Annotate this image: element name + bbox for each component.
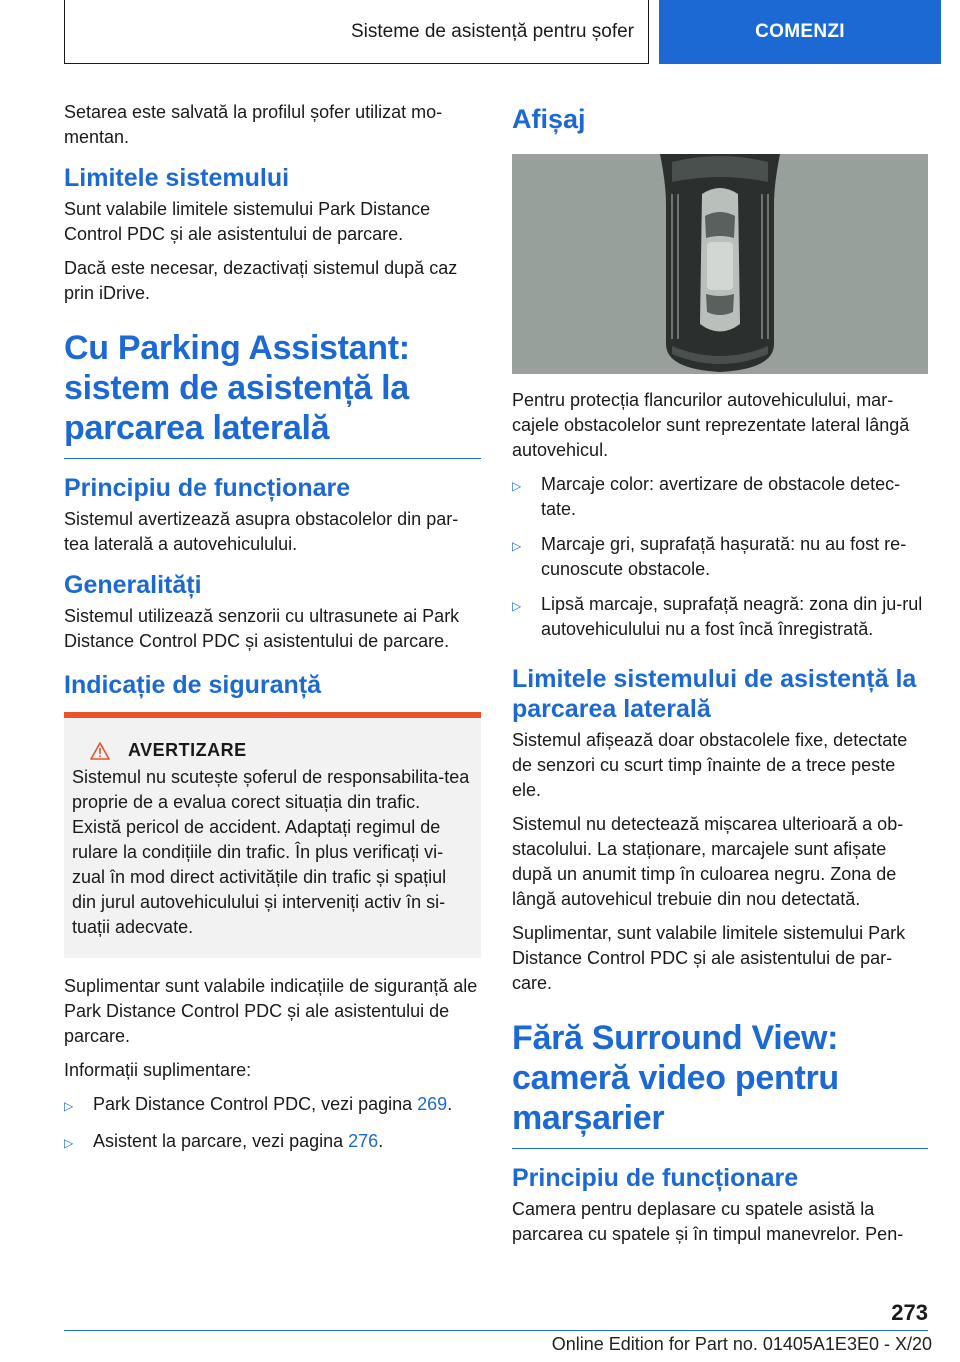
list-item (512, 592, 928, 642)
section-header (64, 0, 649, 64)
heading-principle-camera: Principiu de funcționare (512, 1164, 799, 1192)
reference-text: Park Distance Control PDC, vezi pagina (93, 1094, 418, 1114)
bullet-triangle-icon: ▷ (64, 1099, 74, 1113)
side-limits-paragraph-1: Sistemul afișează doar obstacolele fixe, detectate de senzori cu scurt timp înainte de a trece peste ele. (512, 730, 908, 800)
intro-paragraph: Setarea este salvată la profilul șofer utilizat mo-mentan. (64, 102, 443, 147)
heading-display: Afișaj (512, 104, 586, 134)
section-title: Sisteme de asistență pentru șofer (350, 20, 634, 42)
side-limits-paragraph-2: Sistemul nu detectează mișcarea ulterioară a ob-stacolului. La staționare, marcajele sunt afișate după un anumit timp în culoarea negru. Zona de lângă autovehicul trebuie din nou detectată. (512, 814, 904, 909)
reference-end: . (378, 1131, 384, 1151)
footer-rule (64, 1330, 928, 1331)
heading-general: Generalități (64, 571, 202, 599)
reference-text: Asistent la parcare, vezi pagina (93, 1131, 349, 1151)
warning-title: AVERTIZARE (128, 740, 247, 760)
right-column (512, 100, 928, 1256)
left-column (64, 100, 481, 1166)
list-item (64, 1092, 481, 1119)
general-paragraph: Sistemul utilizează senzorii cu ultrasunete ai Park Distance Control PDC și asistentului de parcare. (64, 606, 460, 651)
heading-rule (512, 1148, 928, 1149)
heading-system-limits: Limitele sistemului (64, 164, 290, 192)
camera-principle-paragraph: Camera pentru deplasare cu spatele asistă la parcarea cu spatele și în timpul manevrelor. Pen- (512, 1199, 904, 1244)
side-limits-paragraph-3: Suplimentar, sunt valabile limitele sistemului Park Distance Control PDC și ale asistentului de par-care. (512, 923, 906, 993)
heading-rule (64, 458, 481, 459)
heading-safety: Indicație de siguranță (64, 671, 322, 699)
list-item (512, 532, 928, 582)
car-top-view-illustration (512, 154, 928, 374)
bullet-text: Lipsă marcaje, suprafață neagră: zona din ju-rul autovehiculului nu a fost încă înregistrată. (541, 594, 923, 639)
warning-box (64, 712, 481, 958)
bullet-triangle-icon: ▷ (64, 1136, 74, 1150)
limits-paragraph-1: Sunt valabile limitele sistemului Park Distance Control PDC și ale asistentului de parcare. (64, 199, 431, 244)
reference-list (64, 1092, 481, 1156)
limits-paragraph-2: Dacă este necesar, dezactivați sistemul după caz prin iDrive. (64, 258, 458, 303)
heading-rear-camera: Fără Surround View: cameră video pentru marșarier (512, 1019, 839, 1137)
reference-end: . (447, 1094, 453, 1114)
list-item (64, 1129, 481, 1156)
chapter-tab[interactable] (659, 0, 941, 64)
list-item (512, 472, 928, 522)
page-link-269[interactable]: 269 (417, 1094, 448, 1114)
heading-principle: Principiu de funcționare (64, 474, 351, 502)
warning-triangle-icon (90, 742, 110, 760)
marking-list (512, 472, 928, 642)
after-warning-paragraph: Suplimentar sunt valabile indicațiile de siguranță ale Park Distance Control PDC și ale asistentului de parcare. (64, 976, 478, 1046)
bullet-triangle-icon: ▷ (512, 479, 522, 493)
side-protection-display-image (512, 154, 928, 374)
chapter-label: COMENZI (755, 21, 845, 42)
display-paragraph: Pentru protecția flancurilor autovehiculului, mar-cajele obstacolelor sunt reprezentate lateral lângă autovehicul. (512, 390, 910, 460)
warning-header (72, 740, 473, 761)
heading-side-limits: Limitele sistemului de asistență la parcarea laterală (512, 665, 917, 723)
warning-text: Sistemul nu scutește șoferul de responsabilita-tea proprie de a evalua corect situația din trafic. Există pericol de accident. Adaptați regimul de rulare la condițiile din trafic. În plus verificați vi-zual în mod direct activitățile din trafic și spațiul din jurul autovehiculului și interveniți activ în si-tuații adecvate. (72, 767, 470, 937)
heading-parking-assistant: Cu Parking Assistant: sistem de asistență la parcarea laterală (64, 329, 410, 447)
page-link-276[interactable]: 276 (348, 1131, 379, 1151)
edition-footer: Online Edition for Part no. 01405A1E3E0 - X/20 (551, 1334, 932, 1354)
principle-paragraph: Sistemul avertizează asupra obstacolelor din par-tea laterală a autovehiculului. (64, 509, 459, 554)
more-info-label: Informații suplimentare: (64, 1060, 252, 1080)
bullet-triangle-icon: ▷ (512, 599, 522, 613)
bullet-text: Marcaje gri, suprafață hașurată: nu au fost re-cunoscute obstacole. (541, 534, 907, 579)
bullet-triangle-icon: ▷ (512, 539, 522, 553)
page-number: 273 (891, 1300, 928, 1325)
bullet-text: Marcaje color: avertizare de obstacole detec-tate. (541, 474, 901, 519)
